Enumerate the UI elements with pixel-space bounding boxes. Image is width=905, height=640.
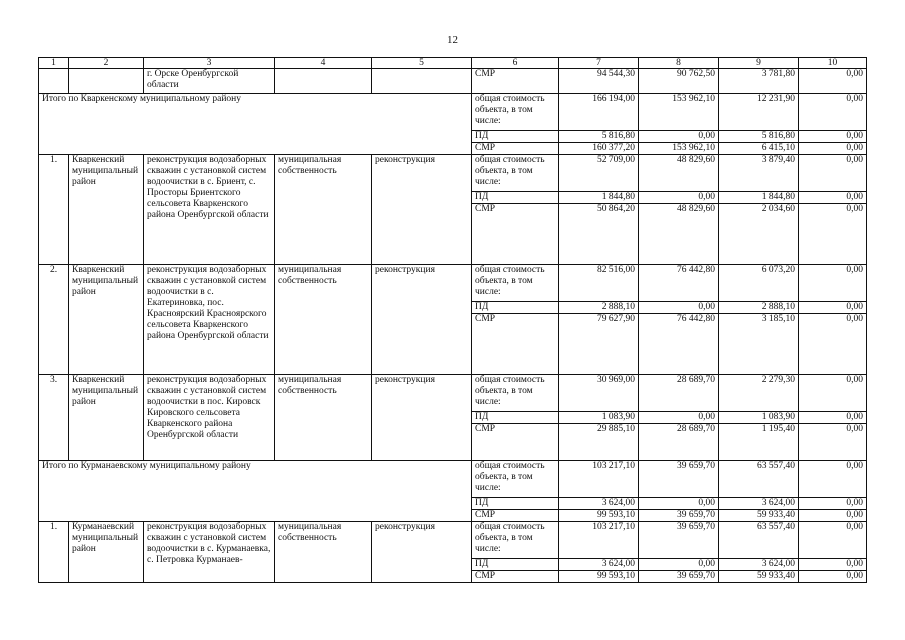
- cost-category: ПД: [472, 559, 559, 571]
- value-cell: 48 829,60: [639, 204, 719, 265]
- continuation-row: [39, 69, 867, 94]
- district-name: Кваркенский муниципальный район: [69, 375, 144, 461]
- value-cell: 6 415,10: [719, 143, 799, 155]
- value-cell: 153 962,10: [639, 143, 719, 155]
- cost-category: СМР: [472, 510, 559, 522]
- cost-category: общая стоимость объекта, в том числе:: [472, 375, 559, 412]
- value-cell: 63 557,40: [719, 461, 799, 498]
- cost-category: общая стоимость объекта, в том числе:: [472, 522, 559, 559]
- work-type: реконструкция: [372, 375, 472, 461]
- value-cell: 0,00: [799, 302, 867, 314]
- value-cell: 0,00: [799, 375, 867, 412]
- district-total-label: Итого по Кваркенскому муниципальному району: [39, 94, 472, 155]
- value-cell: 94 544,30: [559, 69, 639, 94]
- ownership-type: муниципальная собственность: [275, 265, 372, 375]
- value-cell: 3 624,00: [559, 559, 639, 571]
- object-name: реконструкция водозаборных скважин с установкой систем водоочистки в с. Бриент, с. Просторы Бриентского сельсовета Кваркенского района Оренбургской области: [144, 155, 275, 265]
- investment-table: [38, 57, 867, 583]
- value-cell: 0,00: [799, 131, 867, 143]
- value-cell: 0,00: [799, 94, 867, 131]
- column-number: 8: [639, 58, 719, 69]
- value-cell: 3 624,00: [719, 559, 799, 571]
- value-cell: 0,00: [799, 510, 867, 522]
- value-cell: 52 709,00: [559, 155, 639, 192]
- value-cell: 3 185,10: [719, 314, 799, 375]
- cost-category: СМР: [472, 314, 559, 375]
- value-cell: 166 194,00: [559, 94, 639, 131]
- ownership-type: муниципальная собственность: [275, 155, 372, 265]
- project-row: [39, 375, 867, 412]
- empty-cell: [372, 69, 472, 94]
- value-cell: 48 829,60: [639, 155, 719, 192]
- empty-cell: [39, 69, 69, 94]
- value-cell: 0,00: [639, 559, 719, 571]
- value-cell: 103 217,10: [559, 522, 639, 559]
- column-number: 7: [559, 58, 639, 69]
- cost-category: СМР: [472, 571, 559, 583]
- value-cell: 0,00: [799, 522, 867, 559]
- column-number: 1: [39, 58, 69, 69]
- cost-category: общая стоимость объекта, в том числе:: [472, 94, 559, 131]
- column-number: 9: [719, 58, 799, 69]
- column-number-row: [39, 58, 867, 69]
- cost-category: ПД: [472, 131, 559, 143]
- cost-category: общая стоимость объекта, в том числе:: [472, 265, 559, 302]
- value-cell: 29 885,10: [559, 424, 639, 461]
- page-number: 12: [447, 34, 458, 46]
- value-cell: 0,00: [799, 143, 867, 155]
- district-total-label: Итого по Курманаевскому муниципальному району: [39, 461, 472, 522]
- value-cell: 1 083,90: [559, 412, 639, 424]
- cost-category: ПД: [472, 412, 559, 424]
- work-type: реконструкция: [372, 265, 472, 375]
- value-cell: 79 627,90: [559, 314, 639, 375]
- value-cell: 0,00: [639, 412, 719, 424]
- value-cell: 76 442,80: [639, 314, 719, 375]
- work-type: реконструкция: [372, 522, 472, 583]
- column-number: 3: [144, 58, 275, 69]
- cost-category: общая стоимость объекта, в том числе:: [472, 461, 559, 498]
- district-name: Кваркенский муниципальный район: [69, 265, 144, 375]
- value-cell: 3 624,00: [559, 498, 639, 510]
- value-cell: 1 083,90: [719, 412, 799, 424]
- cost-category: ПД: [472, 498, 559, 510]
- work-type: реконструкция: [372, 155, 472, 265]
- project-row: [39, 155, 867, 192]
- object-name: реконструкция водозаборных скважин с установкой систем водоочистки в с. Екатериновка, пос. Красноярский Красноярского сельсовета Кваркенского района Оренбургской области: [144, 265, 275, 375]
- cost-category: СМР: [472, 204, 559, 265]
- value-cell: 160 377,20: [559, 143, 639, 155]
- value-cell: 0,00: [799, 192, 867, 204]
- value-cell: 0,00: [639, 498, 719, 510]
- value-cell: 0,00: [799, 571, 867, 583]
- empty-cell: [275, 69, 372, 94]
- value-cell: 59 933,40: [719, 571, 799, 583]
- value-cell: 0,00: [799, 461, 867, 498]
- project-number: 2.: [39, 265, 69, 375]
- value-cell: 28 689,70: [639, 375, 719, 412]
- column-number: 10: [799, 58, 867, 69]
- object-name-cell: г. Орске Оренбургской области: [144, 69, 275, 94]
- value-cell: 0,00: [639, 131, 719, 143]
- cost-category: СМР: [472, 143, 559, 155]
- value-cell: 2 888,10: [719, 302, 799, 314]
- value-cell: 12 231,90: [719, 94, 799, 131]
- cost-category: СМР: [472, 424, 559, 461]
- value-cell: 39 659,70: [639, 571, 719, 583]
- value-cell: 76 442,80: [639, 265, 719, 302]
- value-cell: 103 217,10: [559, 461, 639, 498]
- value-cell: 50 864,20: [559, 204, 639, 265]
- value-cell: 90 762,50: [639, 69, 719, 94]
- column-number: 2: [69, 58, 144, 69]
- value-cell: 63 557,40: [719, 522, 799, 559]
- value-cell: 99 593,10: [559, 571, 639, 583]
- value-cell: 3 781,80: [719, 69, 799, 94]
- district-name: Кваркенский муниципальный район: [69, 155, 144, 265]
- value-cell: 99 593,10: [559, 510, 639, 522]
- value-cell: 3 879,40: [719, 155, 799, 192]
- value-cell: 59 933,40: [719, 510, 799, 522]
- value-cell: 5 816,80: [559, 131, 639, 143]
- project-row: [39, 265, 867, 302]
- district-name: Курманаевский муниципальный район: [69, 522, 144, 583]
- value-cell: 5 816,80: [719, 131, 799, 143]
- value-cell: 2 888,10: [559, 302, 639, 314]
- value-cell: 0,00: [799, 314, 867, 375]
- value-cell: 39 659,70: [639, 461, 719, 498]
- object-name: реконструкция водозаборных скважин с установкой систем водоочистки в пос. Кировск Кировского сельсовета Кваркенского района Оренбургской области: [144, 375, 275, 461]
- value-cell: 39 659,70: [639, 510, 719, 522]
- value-cell: 153 962,10: [639, 94, 719, 131]
- column-number: 4: [275, 58, 372, 69]
- value-cell: 39 659,70: [639, 522, 719, 559]
- value-cell: 3 624,00: [719, 498, 799, 510]
- project-number: 1.: [39, 155, 69, 265]
- empty-cell: [69, 69, 144, 94]
- value-cell: 0,00: [799, 204, 867, 265]
- value-cell: 1 844,80: [719, 192, 799, 204]
- value-cell: 2 034,60: [719, 204, 799, 265]
- column-number: 6: [472, 58, 559, 69]
- value-cell: 1 844,80: [559, 192, 639, 204]
- cost-category: общая стоимость объекта, в том числе:: [472, 155, 559, 192]
- value-cell: 0,00: [799, 155, 867, 192]
- column-number: 5: [372, 58, 472, 69]
- value-cell: 30 969,00: [559, 375, 639, 412]
- cost-category: ПД: [472, 192, 559, 204]
- value-cell: 0,00: [799, 69, 867, 94]
- value-cell: 0,00: [799, 424, 867, 461]
- value-cell: 0,00: [799, 498, 867, 510]
- value-cell: 0,00: [639, 192, 719, 204]
- value-cell: 1 195,40: [719, 424, 799, 461]
- cost-category: ПД: [472, 302, 559, 314]
- value-cell: 0,00: [799, 265, 867, 302]
- value-cell: 0,00: [799, 559, 867, 571]
- object-name: реконструкция водозаборных скважин с установкой систем водоочистки в с. Курманаевка, с. Петровка Курманаев-: [144, 522, 275, 583]
- project-number: 3.: [39, 375, 69, 461]
- district-total-row: [39, 461, 867, 498]
- project-number: 1.: [39, 522, 69, 583]
- value-cell: 2 279,30: [719, 375, 799, 412]
- value-cell: 28 689,70: [639, 424, 719, 461]
- district-total-row: [39, 94, 867, 131]
- cost-category: СМР: [472, 69, 559, 94]
- value-cell: 0,00: [639, 302, 719, 314]
- project-row: [39, 522, 867, 559]
- ownership-type: муниципальная собственность: [275, 375, 372, 461]
- ownership-type: муниципальная собственность: [275, 522, 372, 583]
- value-cell: 82 516,00: [559, 265, 639, 302]
- value-cell: 6 073,20: [719, 265, 799, 302]
- value-cell: 0,00: [799, 412, 867, 424]
